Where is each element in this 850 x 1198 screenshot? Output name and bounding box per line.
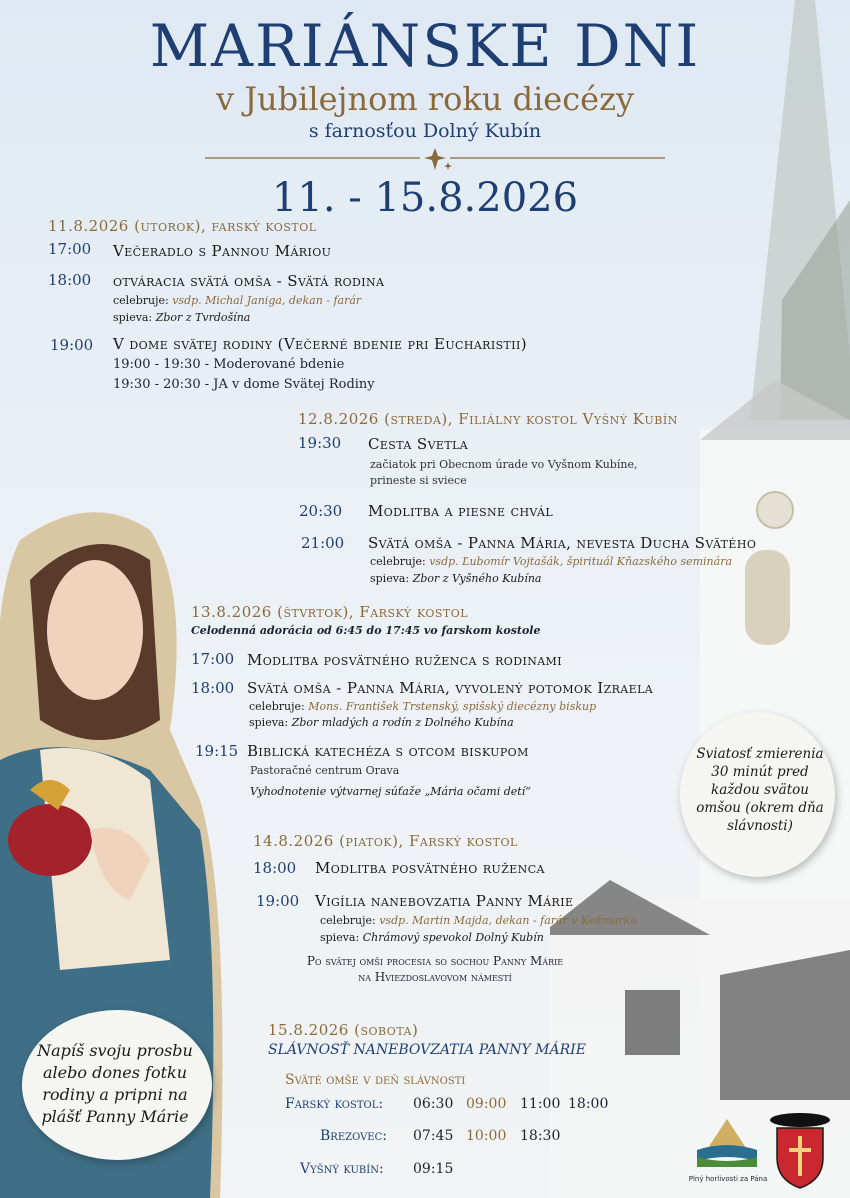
row-farsky-label: Farský kostol: [285, 1096, 384, 1112]
bishop-coat-of-arms-icon [765, 1110, 835, 1190]
row-farsky-time3: 11:00 [520, 1096, 561, 1112]
celebrant-label: celebruje: [113, 294, 169, 307]
row-farsky-time2: 09:00 [466, 1096, 507, 1112]
celebrant-name: Mons. František Trstenský, spišský diecézny biskup [308, 700, 597, 713]
choir-name: Zbor z Tvrdošína [155, 311, 251, 324]
celebrant-name: vsdp. Michal Janiga, dekan - farár [172, 294, 362, 307]
day2-e1-title: Cesta Svetla [368, 435, 469, 453]
day1-e3-line2: 19:30 - 20:30 - JA v dome Svätej Rodiny [113, 377, 375, 392]
day3-e3-time: 19:15 [195, 742, 239, 760]
day2-e2-title: Modlitba a piesne chvál [368, 502, 554, 520]
day3-adoration-note: Celodenná adorácia od 6:45 do 17:45 vo farskom kostole [191, 624, 541, 637]
day1-e3-line1: 19:00 - 19:30 - Moderované bdenie [113, 357, 345, 372]
star-divider [205, 148, 665, 172]
day4-procession-line1: Po svätej omši procesia so sochou Panny Márie [306, 954, 564, 968]
day2-e1-line1: začiatok pri Obecnom úrade vo Vyšnom Kubíne, [370, 458, 638, 471]
day1-e2-title: otváracia svätá omša - Svätá rodina [113, 272, 385, 290]
day4-e2-time: 19:00 [256, 892, 300, 910]
day3-e1-title: Modlitba posvätného ruženca s rodinami [247, 651, 562, 669]
day3-e2-celebrant [249, 700, 596, 713]
day3-e1-time: 17:00 [191, 650, 235, 668]
choir-label: spieva: [370, 572, 410, 585]
page-subtitle: v Jubilejnom roku diecézy [215, 80, 635, 118]
choir-name: Zbor z Vyšného Kubína [412, 572, 542, 585]
row-brezovec-label: Brezovec: [320, 1128, 387, 1144]
day1-heading: 11.8.2026 (utorok), farský kostol [48, 217, 317, 235]
day5-heading: 15.8.2026 (sobota) [268, 1021, 419, 1039]
day3-e3-title: Biblická katechéza s otcom biskupom [247, 742, 529, 760]
day1-e3-time: 19:00 [50, 336, 94, 354]
day2-e1-time: 19:30 [298, 434, 342, 452]
day2-e1-line2: prineste si sviece [370, 474, 467, 487]
day1-e2-celebrant [113, 294, 361, 307]
day4-e2-choir [320, 931, 544, 944]
day3-e3-line1: Pastoračné centrum Orava [250, 764, 400, 777]
day4-e2-title: Vigília nanebovzatia Panny Márie [315, 892, 574, 910]
row-brezovec-time1: 07:45 [413, 1128, 454, 1144]
choir-label: spieva: [249, 716, 289, 729]
row-farsky-time1: 06:30 [413, 1096, 454, 1112]
day2-e3-choir [370, 572, 541, 585]
day2-heading: 12.8.2026 (streda), Filiálny kostol Vyšný Kubín [298, 410, 678, 428]
day2-e3-time: 21:00 [301, 534, 345, 552]
celebrant-name: vsdp. Ľubomír Vojtašák, špirituál Kňazského seminára [429, 555, 733, 568]
celebrant-label: celebruje: [249, 700, 305, 713]
day3-e2-choir [249, 716, 514, 729]
celebrant-name: vsdp. Martin Majda, dekan - farár v Kežmarku [379, 914, 638, 927]
day4-e1-title: Modlitba posvätného ruženca [315, 859, 545, 877]
parish-subtitle: s farnosťou Dolný Kubín [308, 120, 542, 142]
day2-e2-time: 20:30 [299, 502, 343, 520]
row-brezovec-time3: 18:30 [520, 1128, 561, 1144]
celebrant-label: celebruje: [320, 914, 376, 927]
day4-e1-time: 18:00 [253, 859, 297, 877]
event-dates: 11. - 15.8.2026 [271, 175, 579, 221]
row-vysny-label: Vyšný kubín: [300, 1161, 384, 1177]
choir-label: spieva: [320, 931, 360, 944]
day2-e3-title: Svätá omša - Panna Mária, nevesta Ducha Svätého [368, 534, 757, 552]
row-brezovec-time2: 10:00 [466, 1128, 507, 1144]
day3-e3-line2: Vyhodnotenie výtvarnej súťaže „Mária očami detí“ [250, 785, 531, 798]
choir-name: Zbor mladých a rodín z Dolného Kubína [291, 716, 514, 729]
choir-name: Chrámový spevokol Dolný Kubín [362, 931, 544, 944]
day4-e2-celebrant [320, 914, 637, 927]
day3-e2-time: 18:00 [191, 679, 235, 697]
day1-e1-title: Večeradlo s Pannou Máriou [113, 242, 332, 260]
day1-e3-title: V dome svätej rodiny (Večerné bdenie pri Eucharistii) [113, 335, 528, 353]
page-title: MARIÁNSKE DNI [149, 12, 701, 80]
day1-e2-choir [113, 311, 250, 324]
jubilee-logo-caption: Plný horlivosti za Pána [688, 1175, 768, 1183]
day5-feast-title: SLÁVNOSŤ NANEBOVZATIA PANNY MÁRIE [268, 1042, 586, 1058]
day5-masses-heading: Sväté omše v deň slávnosti [285, 1072, 466, 1088]
day1-e1-time: 17:00 [48, 240, 92, 258]
row-vysny-time1: 09:15 [413, 1161, 454, 1177]
choir-label: spieva: [113, 311, 153, 324]
jubilee-logo [692, 1105, 762, 1175]
day2-e3-celebrant [370, 555, 732, 568]
day4-procession-line2: na Hviezdoslavovom námestí [358, 970, 512, 984]
day1-e2-time: 18:00 [48, 271, 92, 289]
day3-e2-title: Svätá omša - Panna Mária, vyvolený potomok Izraela [247, 679, 654, 697]
day4-heading: 14.8.2026 (piatok), Farský kostol [253, 832, 518, 850]
prayer-request-text: Napíš svoju prosbu alebo dones fotku rodiny a pripni na plášť Panny Márie [37, 1041, 193, 1126]
day3-heading: 13.8.2026 (štvrtok), Farský kostol [191, 603, 469, 621]
row-farsky-time4: 18:00 [568, 1096, 609, 1112]
celebrant-label: celebruje: [370, 555, 426, 568]
confession-bubble-text: Sviatosť zmierenia 30 minút pred každou svätou omšou (okrem dňa slávnosti) [696, 746, 824, 834]
